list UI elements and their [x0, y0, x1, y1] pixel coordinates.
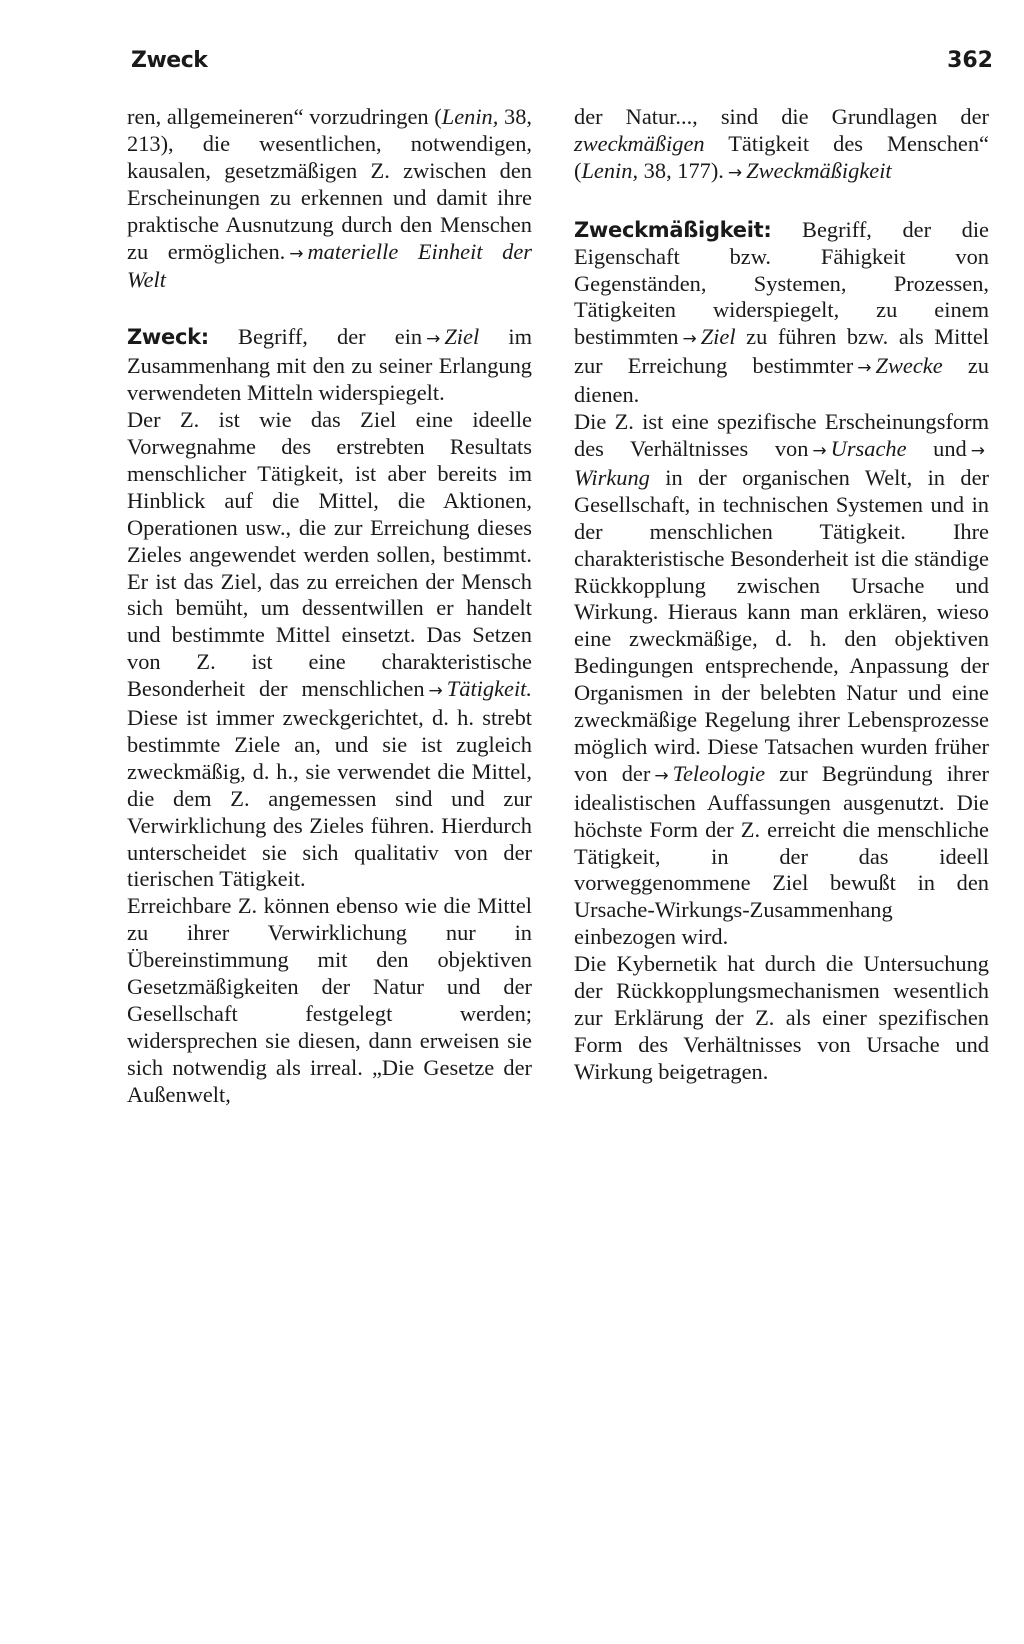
cross-reference-arrow-icon: → — [970, 440, 986, 461]
cross-reference-arrow-icon: → — [426, 329, 441, 350]
entry-zweck-paragraph — [127, 407, 532, 893]
entry-zweckmaessigkeit-definition — [574, 217, 989, 409]
text-run: im Zusammenhang mit den zu seiner Erlangung verwendeten Mitteln widerspiegelt. — [127, 324, 532, 406]
cross-reference-arrow-icon: → — [654, 765, 669, 786]
cross-reference-arrow-icon: → — [289, 243, 304, 264]
cross-reference-link[interactable]: Tätigkeit. — [446, 676, 532, 702]
text-run: ren, allgemeineren“ vorzudringen ( — [127, 104, 442, 129]
entry-zweck-paragraph: Erreichbare Z. können ebenso wie die Mittel zu ihrer Verwirklichung nur in Übereinstimmung mit den objektiven Gesetzmäßigkeiten der Natur und der Gesellschaft festgelegt werden; widersprechen sie diesen, dann erweisen sie sich notwendig als irreal. „Die Gesetze der Außenwelt, — [127, 893, 532, 1107]
citation-author: Lenin, — [581, 157, 639, 183]
left-column — [127, 104, 532, 1109]
entry-zweck-definition — [127, 324, 532, 407]
cross-reference-arrow-icon: → — [682, 329, 697, 350]
cross-reference-link[interactable]: Ursache — [830, 435, 907, 461]
text-run: Tätigkeit des Menschen“ ( — [574, 130, 989, 183]
text-run: zu führen bzw. als Mittel zur Erreichung bestimmter — [574, 324, 989, 379]
cross-reference-link[interactable]: Ziel — [700, 324, 736, 350]
citation-author: Lenin, — [441, 104, 499, 129]
continuation-paragraph — [574, 104, 989, 187]
text-run: zu dienen. — [574, 353, 989, 408]
text-run: in der organischen Welt, in der Gesellschaft, in technischen Systemen und in der menschlichen Tätigkeit. Ihre charakteristische Besonderheit ist die ständige Rückkopplung zwischen Ursache und Wirkung. Hieraus kann man erklären, wieso eine zweckmäßige, d. h. den objektiven Bedingungen entsprechende, Anpassung der Organismen in der belebten Natur und eine zweckmäßige Regelung ihrer Lebensprozesse möglich wird. Diese Tatsachen wurden früher von der — [574, 464, 989, 786]
cross-reference-link[interactable]: Teleologie — [672, 760, 766, 786]
cross-reference-link[interactable]: Ziel — [444, 324, 480, 350]
text-run: zur Begründung ihrer idealistischen Auffassungen ausgenutzt. Die höchste Form der Z. erreicht die menschliche Tätigkeit, in der das ideell vorweggenommene Ziel bewußt in den Ursache-Wirkungs-Zusammenhang einbezogen wird. — [574, 760, 989, 950]
continuation-paragraph — [127, 104, 532, 294]
emphasized-term: zweckmäßigen — [574, 130, 705, 156]
text-run: und — [906, 435, 967, 461]
entry-lemma-zweck: Zweck: — [127, 325, 209, 350]
cross-reference-link[interactable]: materielle Einheit der Welt — [127, 238, 532, 293]
cross-reference-arrow-icon: → — [812, 440, 827, 461]
text-run: Diese ist immer zweckgerichtet, d. h. strebt bestimmte Ziele an, und sie ist zugleich zweckmäßig, d. h., sie verwendet die Mittel, die dem Z. angemessen sind und zur Verwirklichung des Zieles führen. Hierdurch unterscheidet sie sich qualitativ von der tierischen Tätigkeit. — [127, 705, 532, 892]
cross-reference-arrow-icon: → — [727, 162, 743, 183]
text-run: Die Z. ist eine spezifische Erscheinungsform des Verhältnisses von — [574, 409, 989, 461]
cross-reference-link[interactable]: Wirkung — [574, 464, 650, 490]
running-head: Zweck — [131, 48, 208, 73]
text-run: Begriff, der die Eigenschaft bzw. Fähigkeit von Gegenständen, Systemen, Prozessen, Tätigkeiten widerspiegelt, zu einem bestimmten — [574, 216, 989, 350]
entry-lemma-zweckmaessigkeit: Zweckmäßigkeit: — [574, 217, 772, 242]
text-run: Der Z. ist wie das Ziel eine ideelle Vorwegnahme des erstrebten Resultats menschlicher Tätigkeit, ist aber bereits im Hinblick auf die Mittel, die Aktionen, Operationen usw., die zur Erreichung dieses Zieles angewendet werden sollen, bestimmt. Er ist das Ziel, das zu erreichen der Mensch sich bemüht, um dessentwillen er handelt und bestimmte Mittel einsetzt. Das Setzen von Z. ist eine charakteristische Besonderheit der menschlichen — [127, 407, 532, 702]
cross-reference-arrow-icon: → — [428, 681, 443, 702]
text-run: der Natur..., sind die Grundlagen der — [574, 104, 989, 129]
cross-reference-arrow-icon: → — [857, 358, 872, 379]
page-number: 362 — [947, 48, 993, 73]
entry-zweckmaessigkeit-paragraph: Die Kybernetik hat durch die Untersuchung der Rückkopplungsmechanismen wesentlich zur Erklärung der Z. als einer spezifischen Form des Verhältnisses von Ursache und Wirkung beigetragen. — [574, 951, 989, 1084]
page-header — [131, 48, 993, 84]
cross-reference-link[interactable]: Zwecke — [875, 353, 943, 379]
text-run: 38, 177). — [638, 157, 724, 183]
right-column — [574, 104, 989, 1086]
text-run: 38, 213), die wesentlichen, notwendigen, kausalen, gesetzmäßigen Z. zwischen den Erscheinungen zu erkennen und damit ihre praktische Ausnutzung durch den Menschen zu ermöglichen. — [127, 104, 533, 264]
text-run: Begriff, der ein — [208, 324, 423, 350]
cross-reference-link[interactable]: Zweckmäßigkeit — [746, 157, 892, 183]
entry-zweckmaessigkeit-paragraph — [574, 409, 989, 951]
